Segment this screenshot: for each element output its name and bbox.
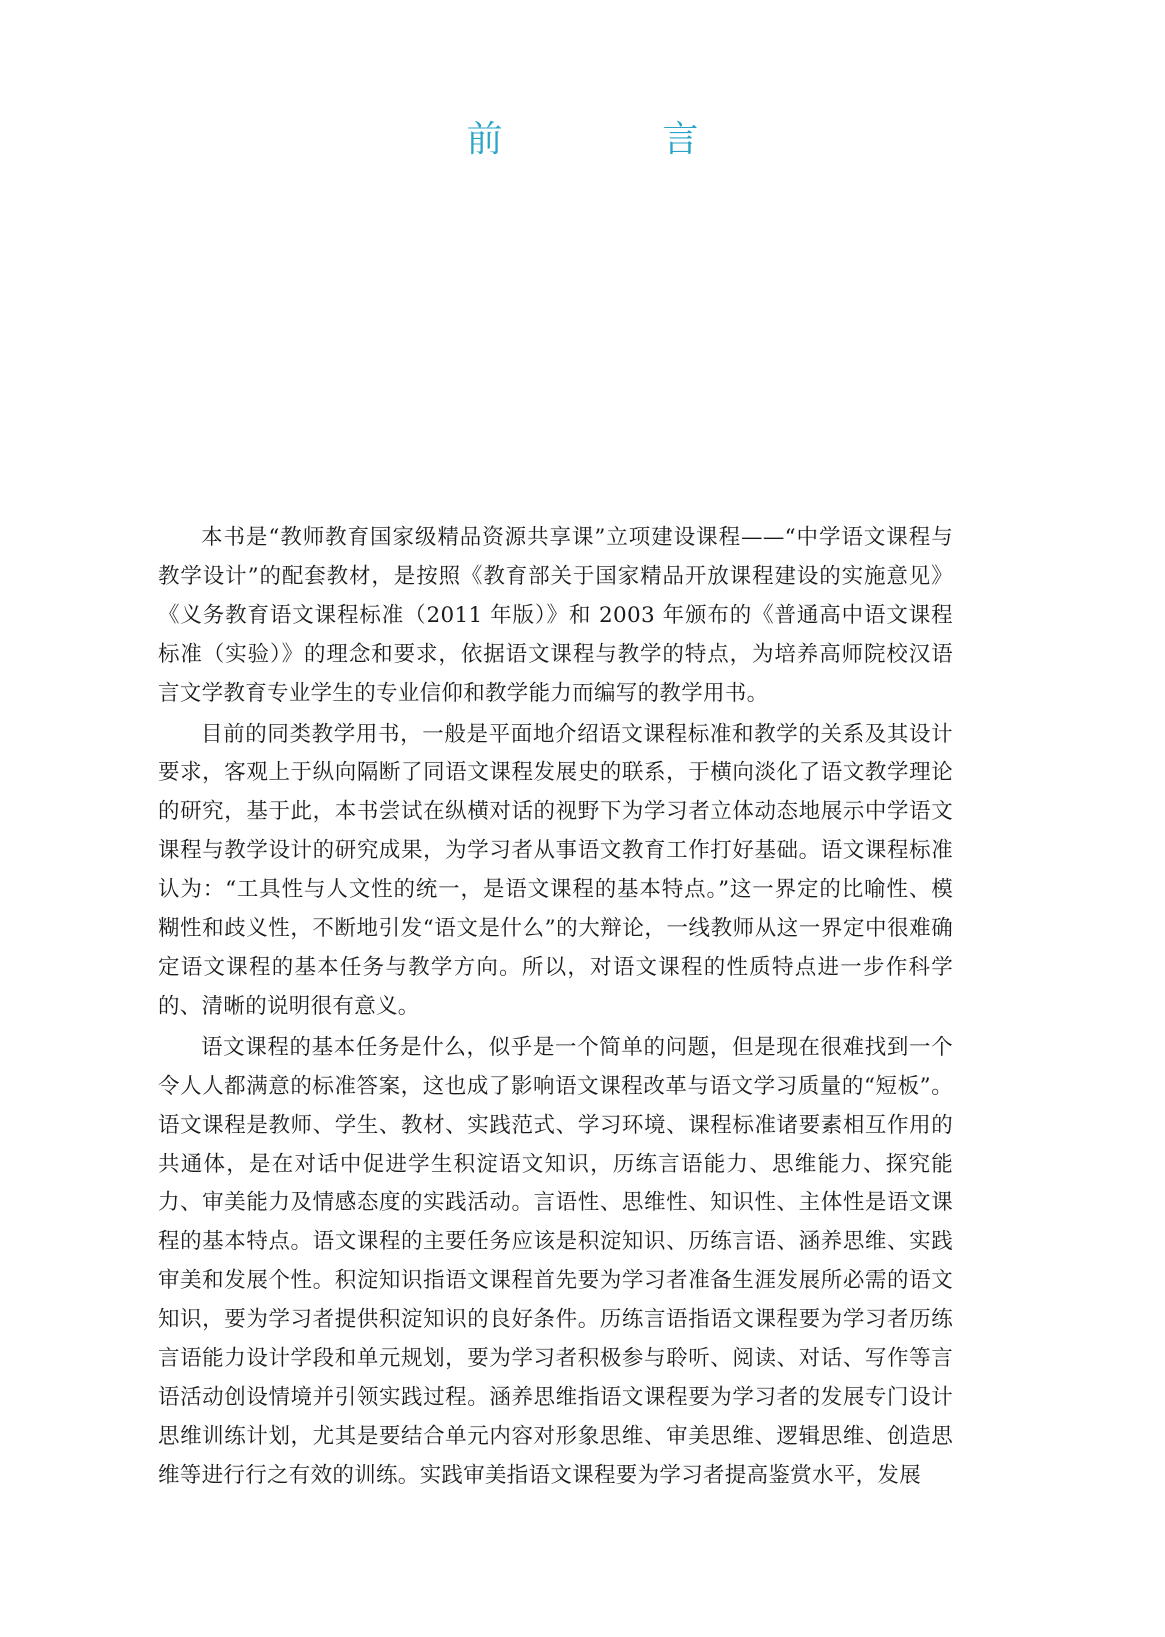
page-title: 前 言 (466, 119, 761, 160)
paragraph-2: 目前的同类教学用书，一般是平面地介绍语文课程标准和教学的关系及其设计要求，客观上于纵向隔断了同语文课程发展史的联系，于横向淡化了语文教学理论的研究，基于此，本书尝试在纵横对话的视野下为学习者立体动态地展示中学语文课程与教学设计的研究成果，为学习者从事语文教育工作打好基础。语文课程标准认为：“工具性与人文性的统一，是语文课程的基本特点。”这一界定的比喻性、模糊性和歧义性，不断地引发“语文是什么”的大辩论，一线教师从这一界定中很难确定语文课程的基本任务与教学方向。所以，对语文课程的性质特点进一步作科学的、清晰的说明很有意义。 (158, 721, 953, 1019)
preface-body (158, 519, 953, 1498)
paragraph-1: 本书是“教师教育国家级精品资源共享课”立项建设课程——“中学语文课程与教学设计”的配套教材，是按照《教育部关于国家精品开放课程建设的实施意见》《义务教育语文课程标准（2011 年版）》和 2003 年颁布的《普通高中语文课程标准（实验）》的理念和要求，依据语文课程与教学的特点，为培养高师院校汉语言文学教育专业学生的专业信仰和教学能力而编写的教学用书。 (158, 525, 953, 706)
paragraph-3: 语文课程的基本任务是什么，似乎是一个简单的问题，但是现在很难找到一个令人人都满意的标准答案，这也成了影响语文课程改革与语文学习质量的“短板”。语文课程是教师、学生、教材、实践范式、学习环境、课程标准诸要素相互作用的共通体，是在对话中促进学生积淀语文知识，历练言语能力、思维能力、探究能力、审美能力及情感态度的实践活动。言语性、思维性、知识性、主体性是语文课程的基本特点。语文课程的主要任务应该是积淀知识、历练言语、涵养思维、实践审美和发展个性。积淀知识指语文课程首先要为学习者准备生涯发展所必需的语文知识，要为学习者提供积淀知识的良好条件。历练言语指语文课程要为学习者历练言语能力设计学段和单元规划，要为学习者积极参与聆听、阅读、对话、写作等言语活动创设情境并引领实践过程。涵养思维指语文课程要为学习者的发展专门设计思维训练计划，尤其是要结合单元内容对形象思维、审美思维、逻辑思维、创造思维等进行行之有效的训练。实践审美指语文课程要为学习者提高鉴赏水平，发展 (158, 1034, 953, 1488)
